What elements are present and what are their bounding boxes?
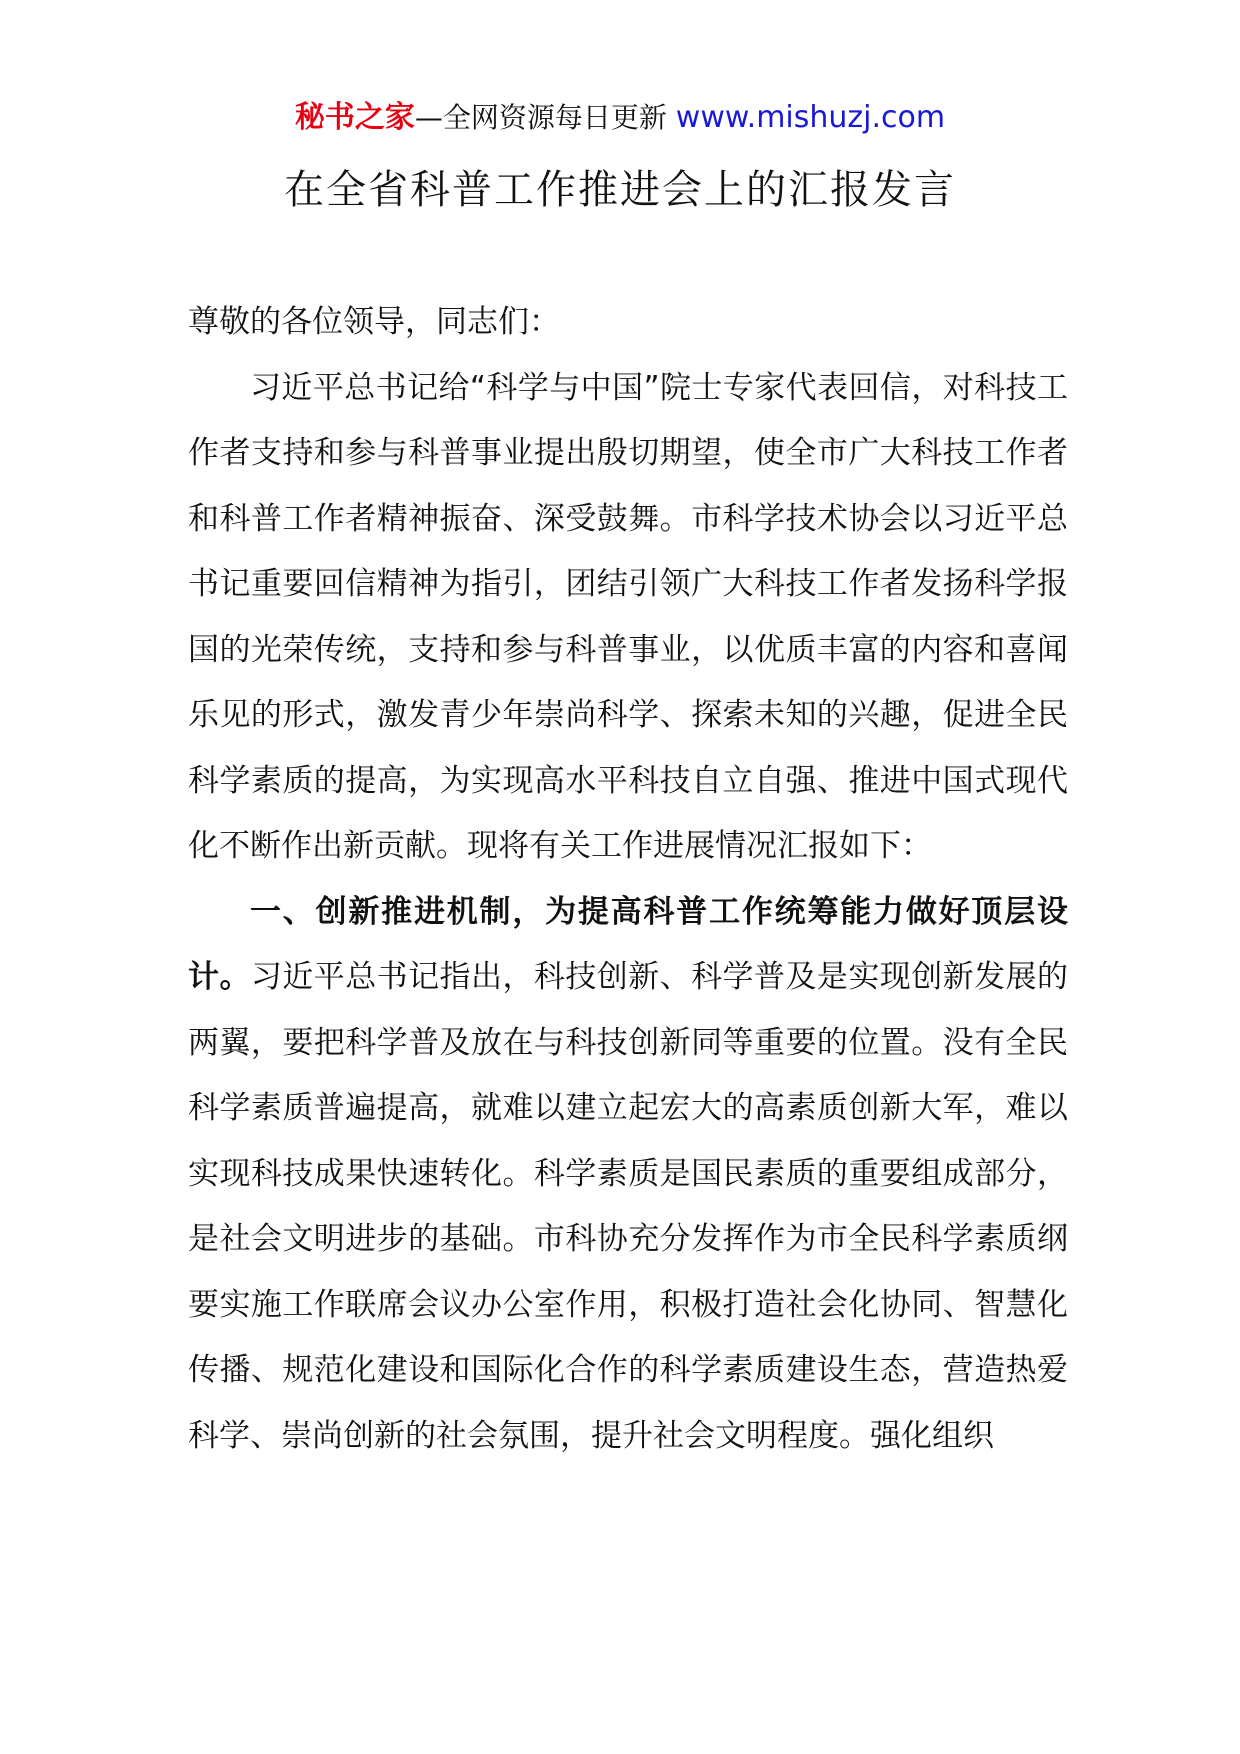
brand-name: 秘书之家 [294,100,415,135]
paragraph-text: 习近平总书记指出，科技创新、科学普及是实现创新发展的两翼，要把科学普及放在与科技创新同等重要的位置。没有全民科学素质普遍提高，就难以建立起宏大的高素质创新大军，难以实现科技成果快速转化。科学素质是国民素质的重要组成部分，是社会文明进步的基础。市科协充分发挥作为市全民科学素质纲要实施工作联席会议办公室作用，积极打造社会化协同、智慧化传播、规范化建设和国际化合作的科学素质建设生态，营造热爱科学、崇尚创新的社会氛围，提升社会文明程度。强化组织 [188,959,1068,1454]
header-tagline: —全网资源每日更新 [414,101,676,134]
site-url-link[interactable]: www.mishuzj.com [675,100,946,135]
paragraph: 习近平总书记给“科学与中国”院士专家代表回信，对科技工作者支持和参与科普事业提出殷切期望，使全市广大科技工作者和科普工作者精神振奋、深受鼓舞。市科学技术协会以习近平总书记重要回信精神为指引，团结引领广大科技工作者发扬科学报国的光荣传统，支持和参与科普事业，以优质丰富的内容和喜闻乐见的形式，激发青少年崇尚科学、探索未知的兴趣，促进全民科学素质的提高，为实现高水平科技自立自强、推进中国式现代化不断作出新贡献。现将有关工作进展情况汇报如下： [188,369,1068,864]
document-title: 在全省科普工作推进会上的汇报发言 [284,167,956,213]
paragraph [188,880,1068,1470]
section-heading: 一、创新推进机制，为提高科普工作统筹能力做好顶层设计。 [188,893,1068,995]
site-header [0,98,1240,138]
salutation: 尊敬的各位领导，同志们： [188,304,560,340]
document-body [188,290,1068,1469]
